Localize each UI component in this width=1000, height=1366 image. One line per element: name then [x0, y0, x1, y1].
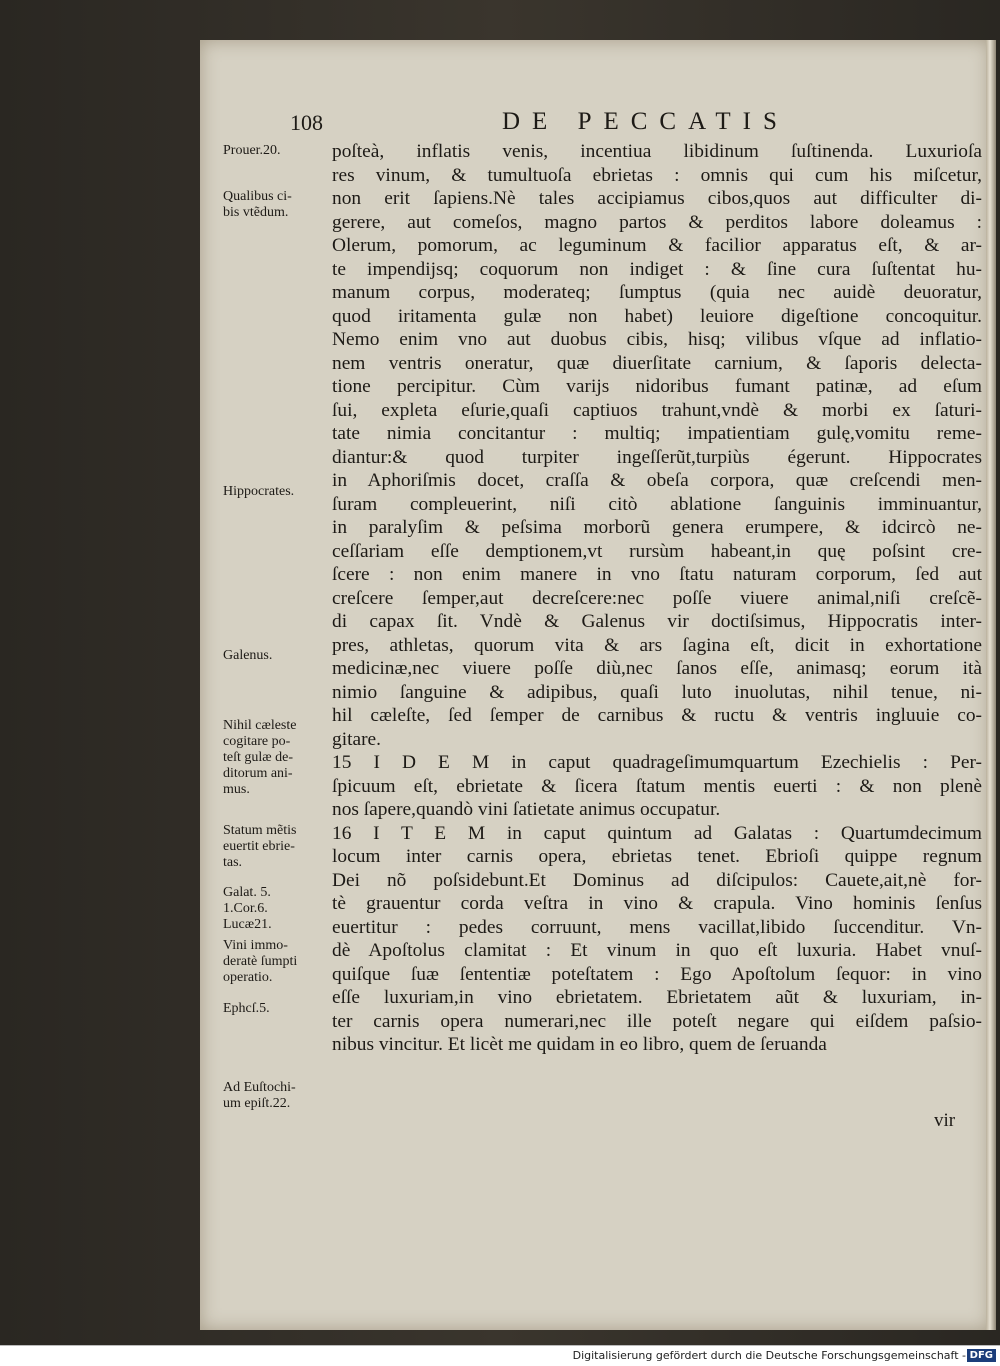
margin-note-galat: Galat. 5. 1.Cor.6. Lucæ21.	[223, 885, 272, 932]
catchword: vir	[934, 1110, 956, 1131]
dfg-logo: DFG	[967, 1349, 996, 1362]
margin-note-ephes: Ephcſ.5.	[223, 1001, 270, 1016]
text-line: eſſe luxuriam,in vino ebrietatem. Ebrietatem aũt & luxuriam, in-	[332, 987, 982, 1008]
text-line: nimio ſanguine & adipibus, quaſi luto inuolutas, nihil tenue, ni-	[332, 681, 982, 703]
text-line: Dei nõ poſsidebunt.Et Dominus ad diſcipulos: Cauete,ait,nè for-	[332, 869, 982, 891]
margin-note-vini: Vini immo- deratè ſumpti operatio.	[223, 938, 298, 985]
text-line: ſcere : non enim manere in vno ſtatu naturam corporum, ſed aut	[332, 564, 982, 585]
text-line: ter carnis opera numerari,nec ille poteſt negare qui eiſdem paſsio-	[332, 1010, 982, 1032]
running-title: DE PECCATIS	[502, 108, 789, 135]
margin-note-galenus: Galenus.	[223, 648, 273, 663]
text-line: di capax ſit. Vndè & Galenus vir doctiſsimus, Hippocratis inter-	[332, 611, 982, 632]
text-line: diantur:& quod turpiter ingeſſerũt,turpiùs égerunt. Hippocrates	[332, 446, 982, 468]
text-line: tione percipitur. Cùm varijs nidoribus fumant patinæ, ad eſum	[332, 376, 982, 397]
text-line: 15 I D E M in caput quadrageſimumquartum Ezechielis : Per-	[332, 752, 982, 773]
text-line: ſui, expleta eſurie,quaſi captiuos trahunt,vndè & morbi ex ſaturi-	[332, 399, 982, 421]
text-line: dè Apoſtolus clamitat : Et vinum in quo eſt luxuria. Habet vnuſ-	[332, 940, 982, 961]
text-line: euertitur : pedes corruunt, mens vacillat,libido ſuccenditur. Vn-	[332, 916, 982, 938]
text-line: tate nimia concitantur : multiq; impatientiam gulę,vomitu reme-	[332, 423, 982, 444]
margin-note-eustochium: Ad Euſtochi- um epiſt.22.	[223, 1080, 296, 1111]
text-line: non erit ſapiens.Nè tales accipiamus cibos,quos aut difficulter di-	[332, 188, 982, 209]
text-line: quiſque ſuæ ſententiæ poteſtatem : Ego Apoſtolum ſequor: in vino	[332, 963, 982, 985]
text-line: res vinum, & tumultuoſa ebrietas : omnis qui cum his miſcetur,	[332, 164, 982, 186]
text-line: nem ventris oneratur, quæ diuerſitate carnium, & ſaporis delecta-	[332, 352, 982, 374]
text-line: Nemo enim vno aut duobus cibis, hisq; vilibus vſque ad inflatio-	[332, 329, 982, 350]
text-line: creſcere ſemper,aut decreſcere:nec poſſe viuere animal,niſi creſcẽ-	[332, 587, 982, 609]
text-line: manum corpus, moderateq; ſumptus (quia nec auidè deuoratur,	[332, 282, 982, 303]
text-line: gerere, aut comeſos, magno partos & perditos labore doleamus :	[332, 211, 982, 233]
margin-note-hippocrates: Hippocrates.	[223, 484, 295, 499]
page-number: 108	[290, 110, 323, 135]
running-head	[290, 108, 810, 140]
text-line: nos ſapere,quandò vini ſatietate animus occupatur.	[332, 799, 721, 820]
margin-note-qualibus: Qualibus ci- bis vtẽdum.	[223, 189, 292, 220]
text-line: 16 I T E M in caput quintum ad Galatas : Quartumdecimum	[332, 822, 982, 844]
text-line: pres, athletas, quorum vita & ars ſagina eſt, dicit in exhortatione	[332, 634, 982, 656]
text-line: tè grauentur corda veſtra in vino & crapula. Vino hominis ſenſus	[332, 893, 982, 914]
text-line: poſteà, inflatis venis, incentiua libidinum ſuſtinenda. Luxurioſa	[332, 141, 982, 162]
text-line: medicinæ,nec viuere poſſe diù,nec ſanos eſſe, animasq; eorum ità	[332, 658, 982, 679]
text-line: ſuram compleuerint, niſi citò ablatione ſanguinis imminuantur,	[332, 493, 982, 515]
text-line: ſpicuum eſt, ebrietate & ſicera ſtatum mentis euerti : & non plenè	[332, 775, 982, 797]
text-line: te impendijsq; coquorum non indiget : & ſine cura ſuſtentat hu-	[332, 258, 982, 280]
text-line: ceſſariam eſſe demptionem,vt rursùm habeant,in quę poſsint cre-	[332, 540, 982, 562]
text-line: quod iritamenta gulæ non habet) leuiore digeſtione concoquitur.	[332, 305, 982, 327]
text-line: gitare.	[332, 728, 381, 750]
body-text	[332, 140, 982, 1057]
text-line: nibus vincitur. Et licèt me quidam in eo libro, quem de ſeruanda	[332, 1034, 827, 1055]
text-line: in Aphoriſmis docet, craſſa & obeſa corpora, quæ creſcendi men-	[332, 470, 982, 491]
text-line: Olerum, pomorum, ac leguminum & facilior apparatus eſt, & ar-	[332, 235, 982, 256]
text-line: locum inter carnis opera, ebrietas tenet. Ebrioſi quippe regnum	[332, 846, 982, 867]
margin-note-statum: Statum mẽtis euertit ebrie- tas.	[223, 823, 297, 870]
footer-credit: Digitalisierung gefördert durch die Deutsche Forschungsgemeinschaft -	[572, 1349, 966, 1362]
text-line: hil cæleſte, ſed ſemper de carnibus & ructu & ventris ingluuie co-	[332, 705, 982, 726]
margin-note-prouer: Prouer.20.	[223, 143, 281, 158]
footer-bar	[0, 1345, 1000, 1366]
text-line: in paralyſim & peſsima morborũ genera erumpere, & idcircò ne-	[332, 517, 982, 538]
margin-note-nihil: Nihil cæleste cogitare po- teſt gulæ de- ditorum ani- mus.	[223, 718, 297, 797]
